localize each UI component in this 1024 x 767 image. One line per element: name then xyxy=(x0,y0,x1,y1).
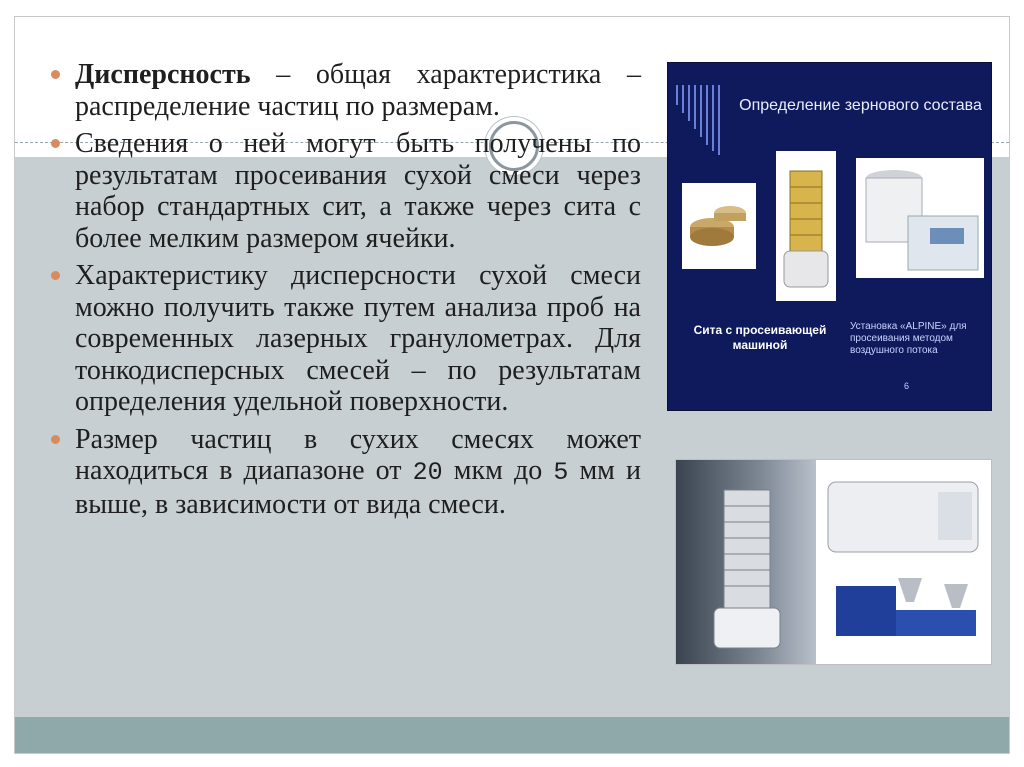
bullet-item xyxy=(51,260,641,418)
bullet-dot-icon xyxy=(51,139,60,148)
bullet-text: Характеристику дисперсности сухой смеси можно получить также путем анализа проб на современных лазерных гранулометрах. Для тонкодисперсных смесей – по результатам определения удельной поверхности. xyxy=(75,260,641,417)
bullet-text: Размер частиц в сухих смесях может находиться в диапазоне от xyxy=(75,423,641,486)
bullet-item xyxy=(51,424,641,521)
bullet-text: мкм до xyxy=(442,455,554,486)
bullet-list xyxy=(51,59,641,526)
sieve-icon xyxy=(682,183,756,269)
alpine-unit-icon xyxy=(856,158,984,278)
bullet-text: мм и выше, в зависимости от вида смеси. xyxy=(75,455,642,520)
term-dispersity: Дисперсность xyxy=(75,59,251,90)
inset-caption-sieves: Сита с просеивающей машиной xyxy=(693,323,827,352)
bullet-item xyxy=(51,59,641,122)
inset-title: Определение зернового состава xyxy=(739,97,982,114)
sieve-shaker-photo xyxy=(776,151,836,301)
bullet-dot-icon xyxy=(51,435,60,444)
inset-slide-image xyxy=(667,62,992,411)
bullet-dot-icon xyxy=(51,271,60,280)
inset-caption-alpine: Установка «ALPINE» для просеивания методом воздушного потока xyxy=(850,321,967,356)
sieves-photo xyxy=(682,183,756,269)
granulometer-photo xyxy=(675,459,992,665)
bullet-dot-icon xyxy=(51,70,60,79)
decorative-stripes xyxy=(676,85,728,155)
alpine-unit-photo xyxy=(856,158,984,278)
lab-equipment-illustration xyxy=(676,460,991,664)
bullet-text: – общая характеристика – распределение частиц по размерам. xyxy=(75,59,641,122)
bullet-item xyxy=(51,128,641,254)
slide xyxy=(14,16,1010,754)
range-min-value: 20 xyxy=(412,458,443,487)
footer-band xyxy=(15,717,1009,753)
bullet-text: Сведения о ней могут быть получены по результатам просеивания сухой смеси через набор стандартных сит, а также через сита с более мелким размером ячейки. xyxy=(75,128,641,254)
range-max-value: 5 xyxy=(553,458,569,487)
inset-page-number: 6 xyxy=(904,381,910,391)
sieve-shaker-icon xyxy=(776,151,836,301)
